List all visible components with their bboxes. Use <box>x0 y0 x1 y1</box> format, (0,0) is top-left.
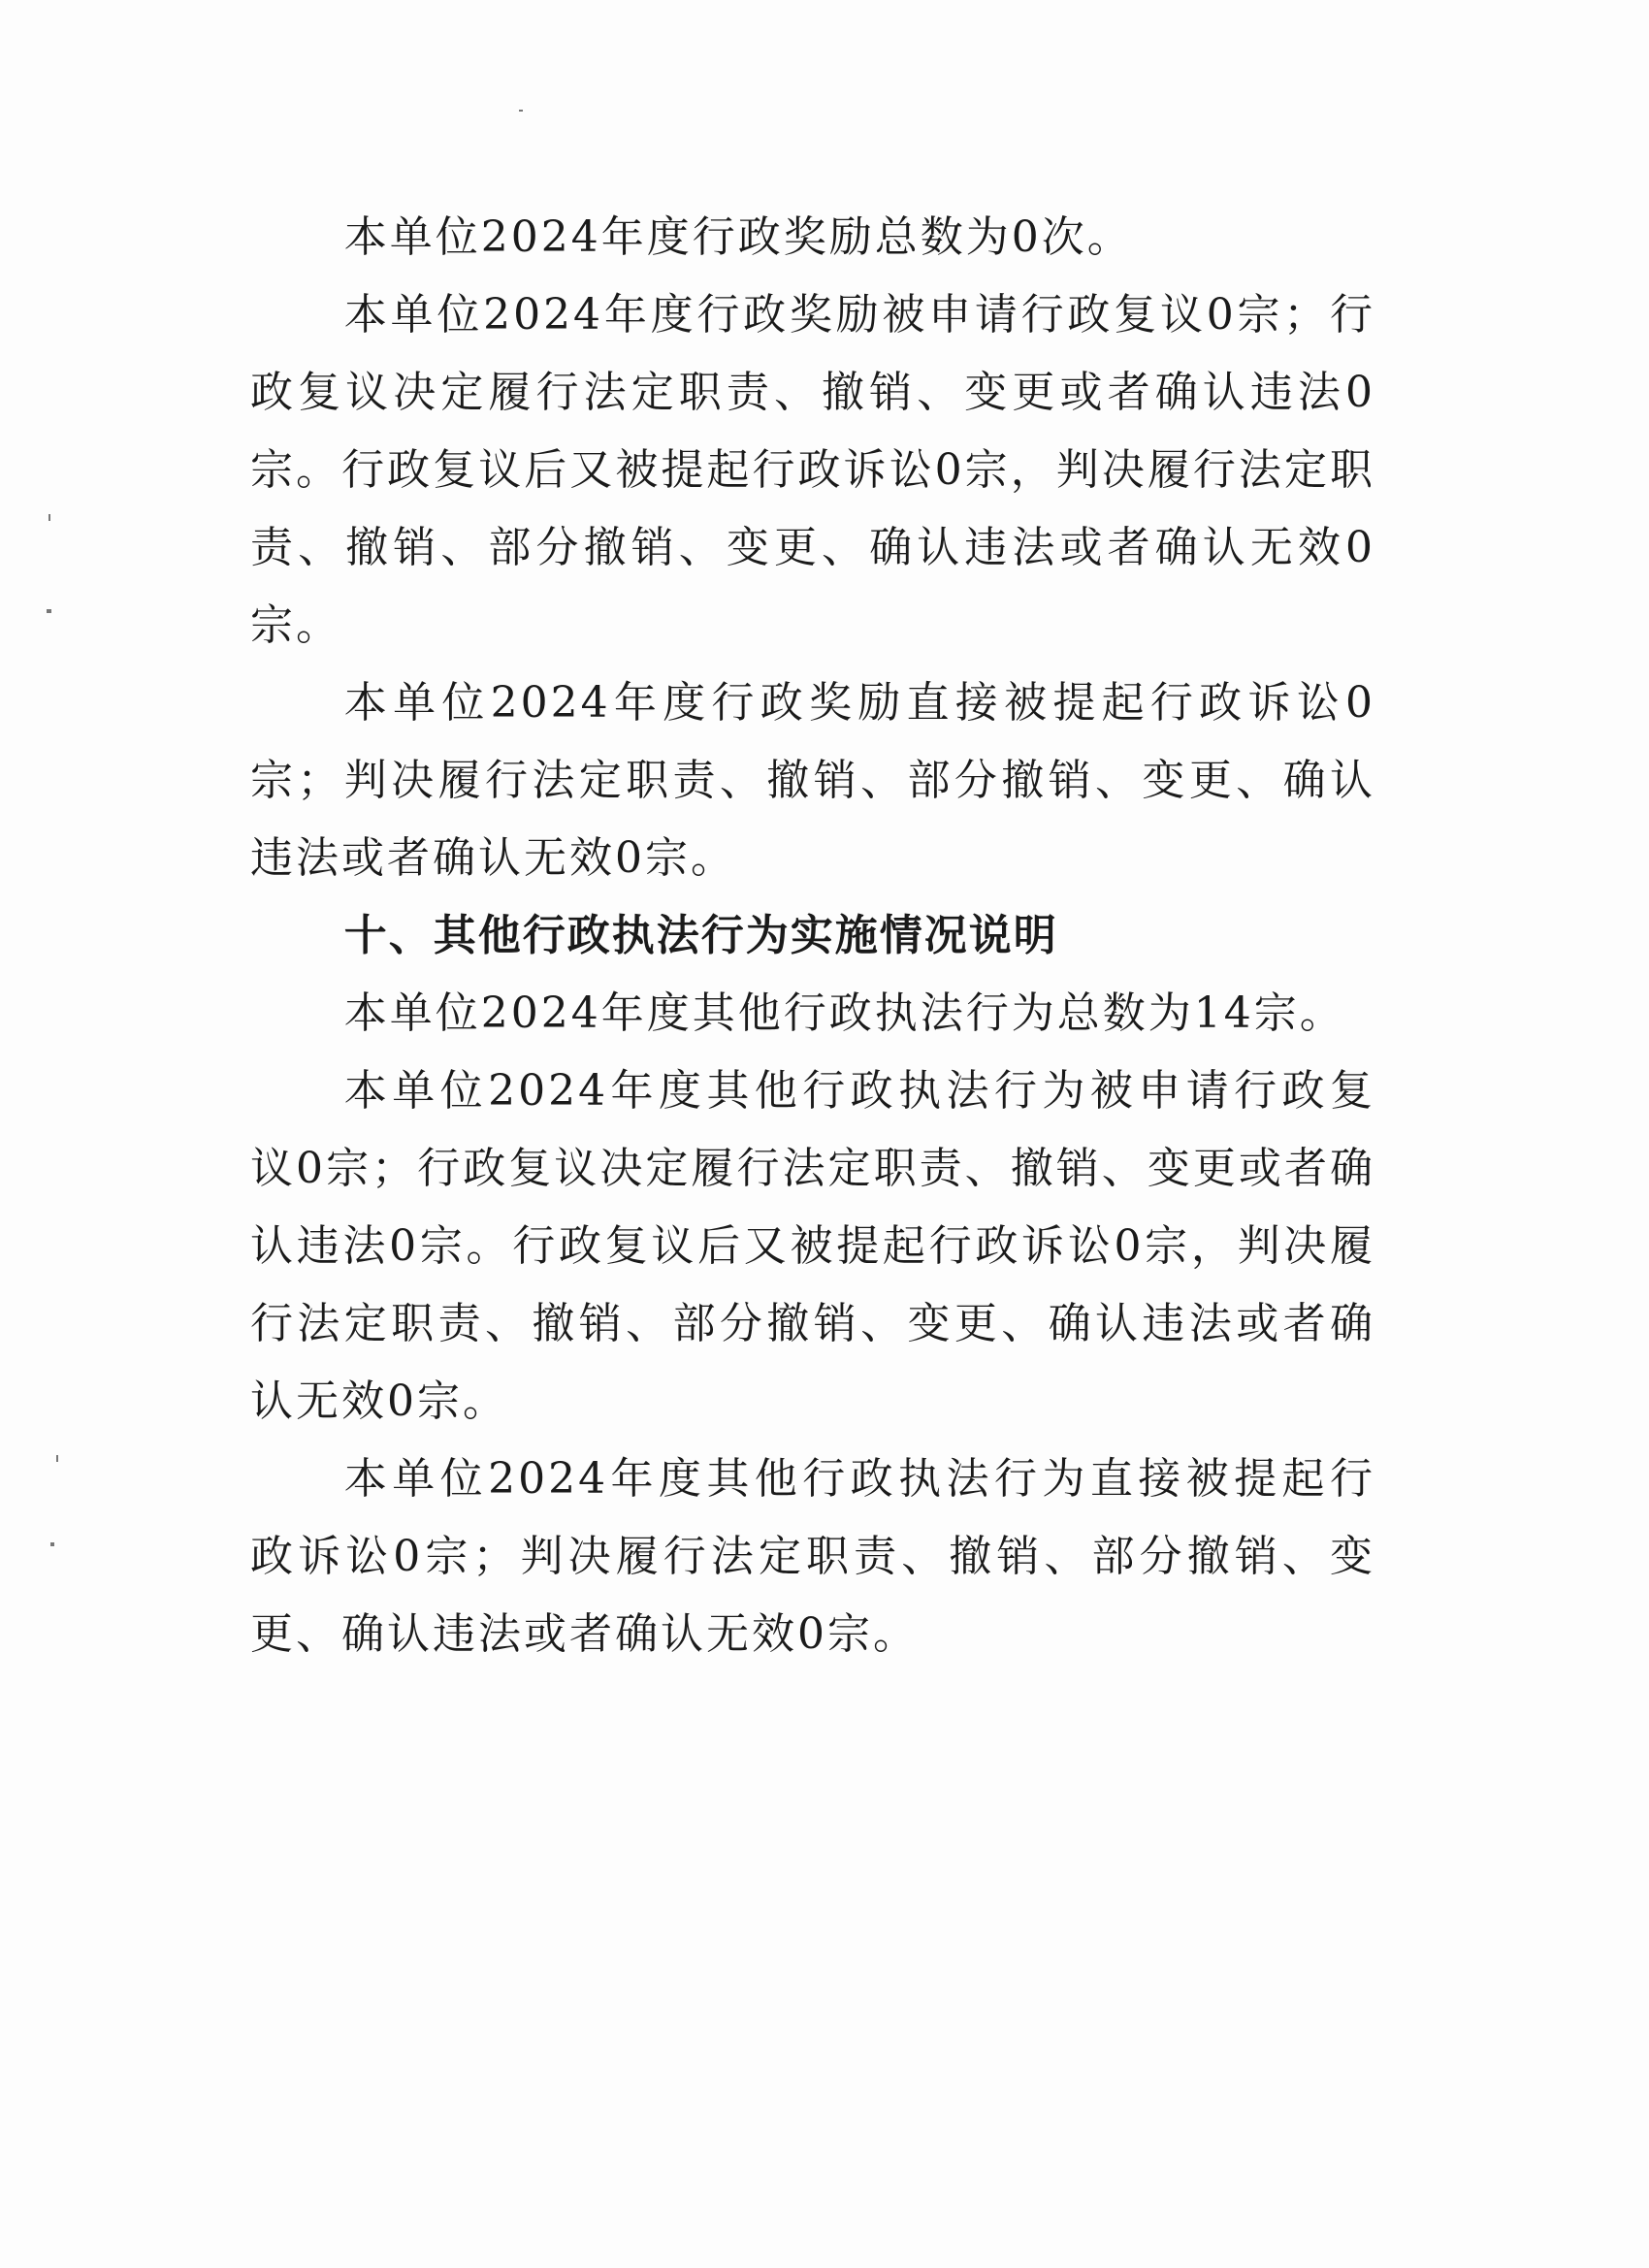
scan-speck <box>56 1455 58 1462</box>
paragraph-award-review: 本单位2024年度行政奖励被申请行政复议0宗；行政复议决定履行法定职责、撤销、变更或者确认违法0宗。行政复议后又被提起行政诉讼0宗，判决履行法定职责、撤销、部分撤销、变更、确认违法或者确认无效0宗。 <box>250 290 1375 650</box>
scan-speck <box>48 514 50 521</box>
section-heading: 十、其他行政执法行为实施情况说明 <box>343 911 1058 960</box>
scan-speck <box>47 609 51 613</box>
scan-speck <box>50 1542 54 1546</box>
paragraph-award-total: 本单位2024年度行政奖励总数为0次。 <box>343 212 1133 262</box>
paragraph-award-litigation: 本单位2024年度行政奖励直接被提起行政诉讼0宗；判决履行法定职责、撤销、部分撤销、变更、确认违法或者确认无效0宗。 <box>250 678 1375 883</box>
paragraph-other-litigation: 本单位2024年度其他行政执法行为直接被提起行政诉讼0宗；判决履行法定职责、撤销、部分撤销、变更、确认违法或者确认无效0宗。 <box>250 1454 1375 1659</box>
scan-speck <box>519 110 523 112</box>
document-body <box>250 199 1375 1673</box>
paragraph-other-total: 本单位2024年度其他行政执法行为总数为14宗。 <box>343 988 1345 1038</box>
paragraph-other-review: 本单位2024年度其他行政执法行为被申请行政复议0宗；行政复议决定履行法定职责、撤销、变更或者确认违法0宗。行政复议后又被提起行政诉讼0宗，判决履行法定职责、撤销、部分撤销、变更、确认违法或者确认无效0宗。 <box>250 1066 1375 1426</box>
